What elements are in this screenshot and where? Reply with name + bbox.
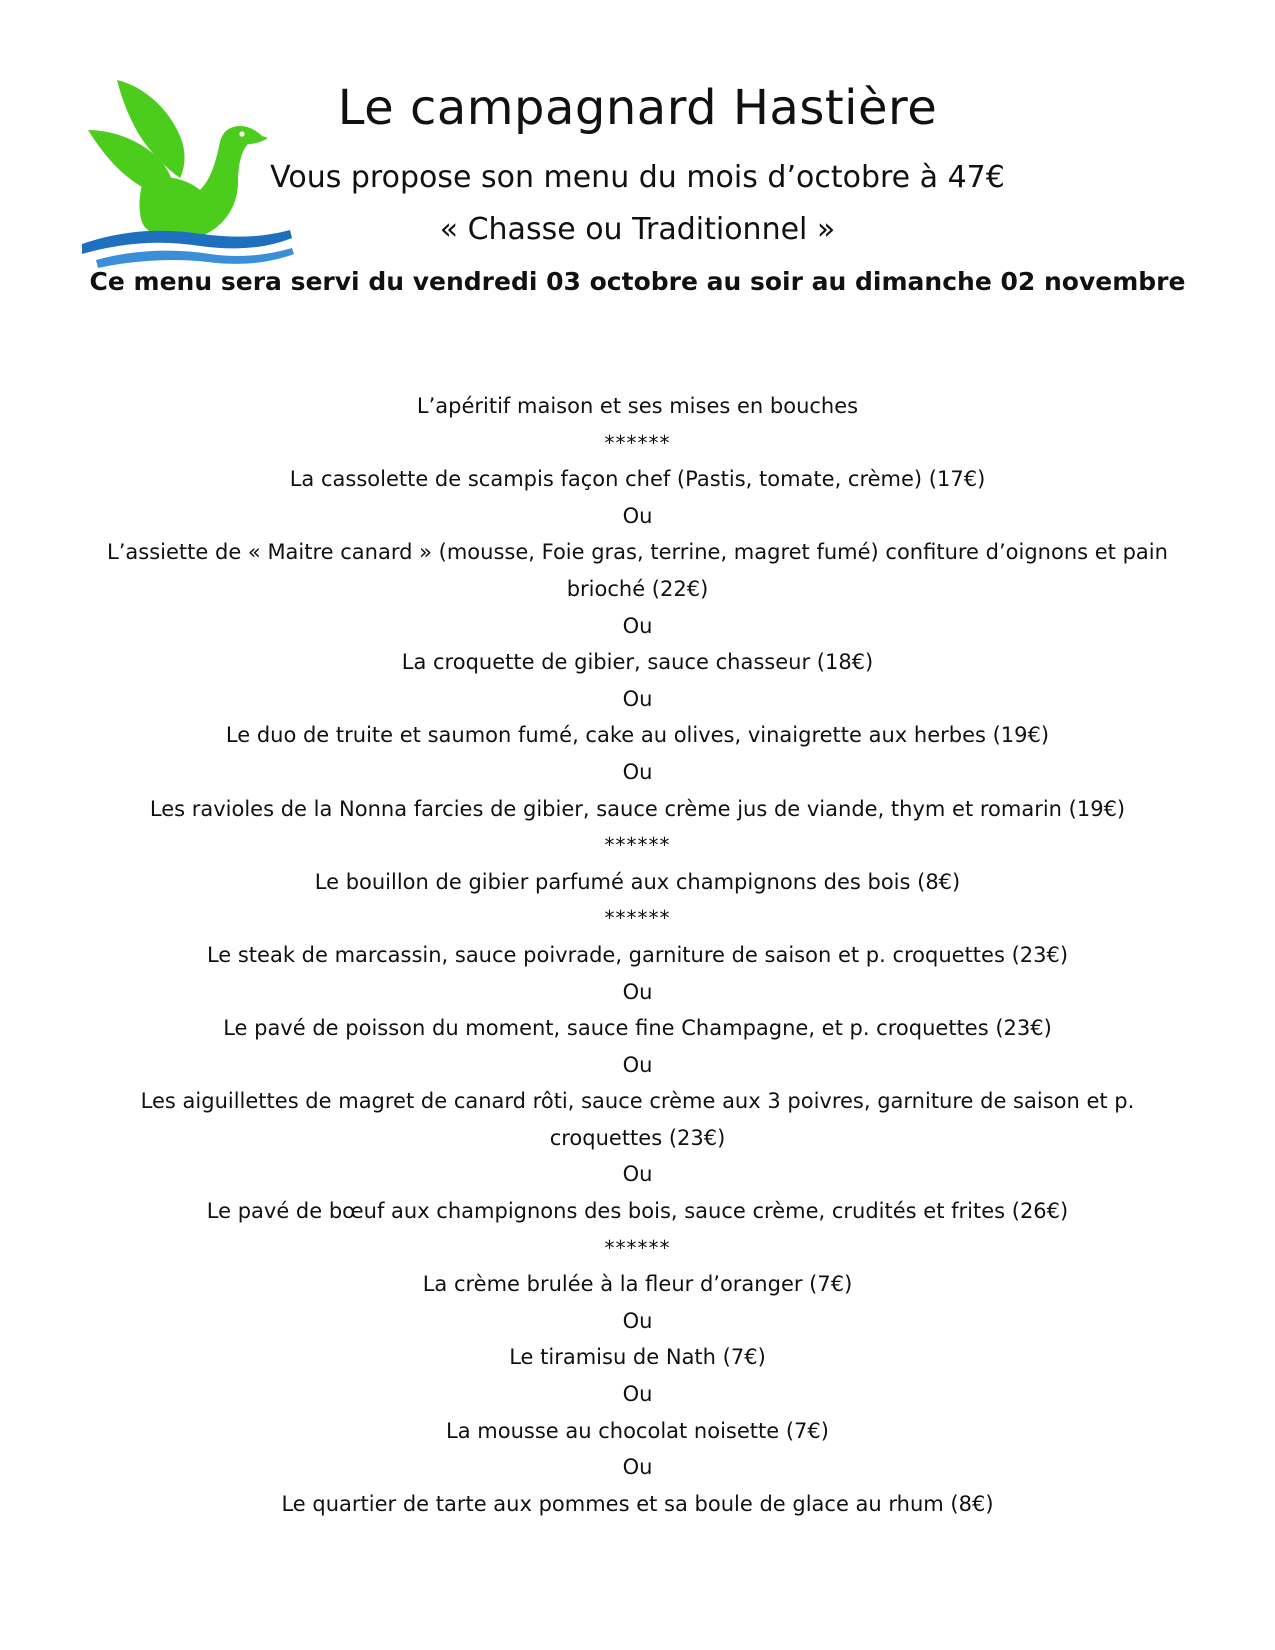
or-divider: Ou bbox=[622, 979, 653, 1004]
or-divider: Ou bbox=[622, 759, 653, 784]
or-divider: Ou bbox=[622, 1052, 653, 1077]
or-divider: Ou bbox=[622, 1455, 653, 1480]
starter-item: La croquette de gibier, sauce chasseur (18€) bbox=[401, 650, 874, 675]
menu-list bbox=[90, 388, 1185, 1522]
or-divider: Ou bbox=[622, 613, 653, 638]
or-divider: Ou bbox=[622, 1162, 653, 1187]
course-separator: ****** bbox=[604, 906, 671, 931]
course-separator: ****** bbox=[604, 430, 671, 455]
course-separator: ****** bbox=[604, 833, 671, 858]
restaurant-title: Le campagnard Hastière bbox=[337, 80, 938, 136]
main-item: Le steak de marcassin, sauce poivrade, garniture de saison et p. croquettes (23€) bbox=[206, 942, 1069, 967]
service-dates: Ce menu sera servi du vendredi 03 octobre au soir au dimanche 02 novembre bbox=[89, 267, 1186, 296]
soup-item: Le bouillon de gibier parfumé aux champignons des bois (8€) bbox=[314, 869, 961, 894]
aperitif-item: L’apéritif maison et ses mises en bouches bbox=[416, 394, 859, 418]
main-item: Le pavé de bœuf aux champignons des bois, sauce crème, crudités et frites (26€) bbox=[206, 1199, 1069, 1224]
or-divider: Ou bbox=[622, 1382, 653, 1407]
or-divider: Ou bbox=[622, 686, 653, 711]
or-divider: Ou bbox=[622, 503, 653, 528]
starter-item: Le duo de truite et saumon fumé, cake au olives, vinaigrette aux herbes (19€) bbox=[225, 723, 1050, 748]
starter-item: Les ravioles de la Nonna farcies de gibier, sauce crème jus de viande, thym et romarin (19€) bbox=[149, 796, 1126, 821]
dessert-item: La crème brulée à la fleur d’oranger (7€) bbox=[422, 1272, 853, 1297]
dessert-item: Le tiramisu de Nath (7€) bbox=[509, 1345, 766, 1370]
menu-subtitle: Vous propose son menu du mois d’octobre à 47€ bbox=[270, 160, 1005, 195]
starter-item: La cassolette de scampis façon chef (Pastis, tomate, crème) (17€) bbox=[289, 467, 986, 492]
main-item: Les aiguillettes de magret de canard rôti, sauce crème aux 3 poivres, garniture de saison et p. croquettes (23€) bbox=[140, 1089, 1135, 1150]
menu-tagline: « Chasse ou Traditionnel » bbox=[439, 212, 836, 247]
or-divider: Ou bbox=[622, 1308, 653, 1333]
dessert-item: Le quartier de tarte aux pommes et sa boule de glace au rhum (8€) bbox=[281, 1491, 994, 1516]
main-item: Le pavé de poisson du moment, sauce fine Champagne, et p. croquettes (23€) bbox=[223, 1016, 1052, 1041]
course-separator: ****** bbox=[604, 1235, 671, 1260]
starter-item: L’assiette de « Maitre canard » (mousse, Foie gras, terrine, magret fumé) confiture d’oignons et pain brioché (22€) bbox=[107, 540, 1168, 601]
dessert-item: La mousse au chocolat noisette (7€) bbox=[446, 1418, 829, 1443]
